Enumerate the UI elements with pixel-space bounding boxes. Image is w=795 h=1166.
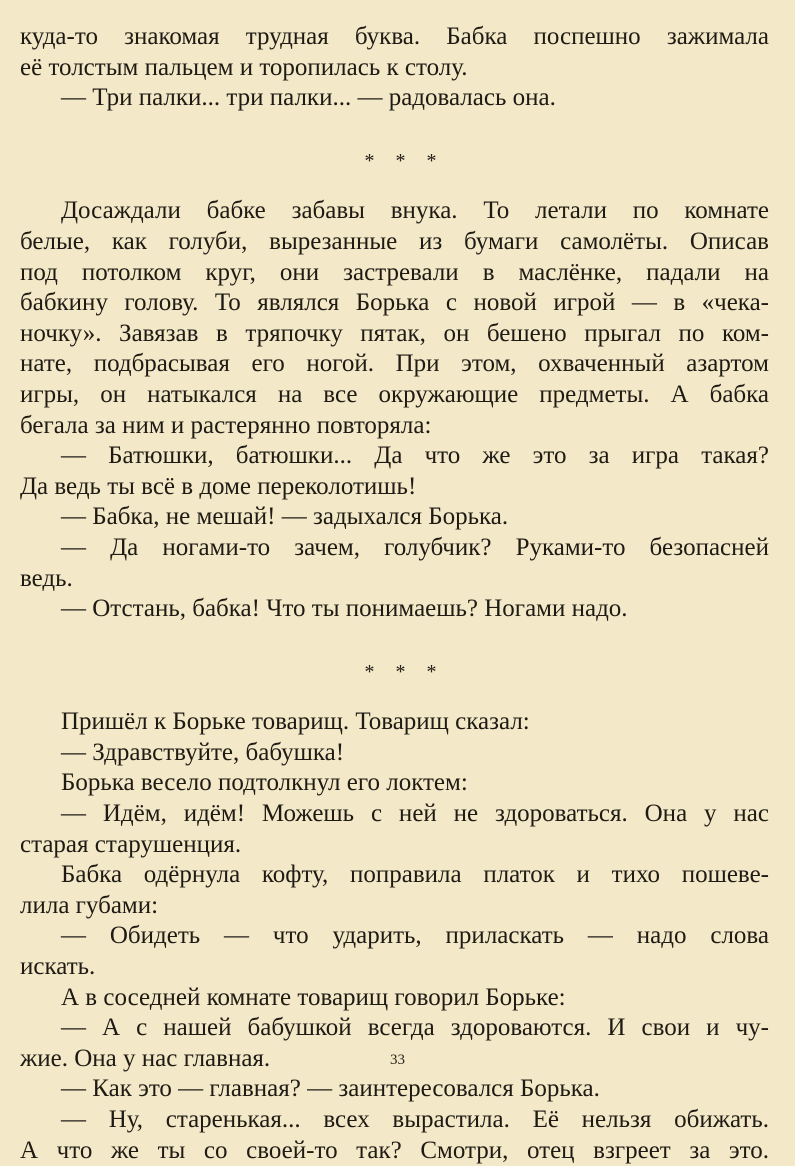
- text-line: под потолком круг, они застревали в маслёнке, падали на: [20, 258, 769, 286]
- text-line: ночку». Завязав в тряпочку пятак, он бешено прыгал по ком-: [20, 319, 769, 347]
- text-line: Досаждали бабке забавы внука. То летали по комнате: [61, 197, 769, 225]
- text-line: белые, как голуби, вырезанные из бумаги самолёты. Описав: [20, 227, 769, 255]
- section-separator: * * *: [364, 149, 445, 172]
- text-line: лила губами:: [20, 891, 159, 919]
- text-line: Пришёл к Борьке товарищ. Товарищ сказал:: [61, 708, 530, 736]
- text-line: её толстым пальцем и торопилась к столу.: [20, 53, 468, 81]
- text-line: искать.: [20, 953, 96, 981]
- text-line: А в соседней комнате товарищ говорил Борьке:: [61, 983, 566, 1011]
- text-line: — Как это — главная? — заинтересовался Борька.: [61, 1075, 600, 1103]
- text-line: — Идём, идём! Можешь с ней не здороваться. Она у нас: [61, 800, 769, 828]
- text-line: Бабка одёрнула кофту, поправила платок и тихо пошеве-: [61, 861, 769, 889]
- text-line: — А с нашей бабушкой всегда здороваются. И свои и чу-: [61, 1014, 769, 1042]
- text-line: — Батюшки, батюшки... Да что же это за игра такая?: [61, 442, 769, 470]
- text-line: куда-то знакомая трудная буква. Бабка поспешно зажимала: [20, 23, 769, 50]
- text-line: — Бабка, не мешай! — задыхался Борька.: [61, 503, 509, 531]
- page-number: 33: [390, 1052, 405, 1068]
- text-line: старая старушенция.: [20, 830, 242, 858]
- text-line: ведь.: [20, 564, 73, 592]
- text-line: — Три палки... три палки... — радовалась она.: [61, 84, 556, 112]
- text-line: бегала за ним и растерянно повторяла:: [20, 411, 432, 439]
- text-line: Да ведь ты всё в доме переколотишь!: [20, 472, 417, 500]
- text-line: — Да ногами-то зачем, голубчик? Руками-то безопасней: [61, 533, 769, 561]
- text-line: нате, подбрасывая его ногой. При этом, охваченный азартом: [20, 350, 769, 378]
- text-line: — Здравствуйте, бабушка!: [61, 738, 345, 766]
- text-line: жие. Она у нас главная.: [20, 1044, 271, 1072]
- text-line: — Обидеть — что ударить, приласкать — надо слова: [61, 922, 769, 950]
- text-line: Борька весело подтолкнул его локтем:: [61, 769, 468, 797]
- text-line: бабкину голову. То являлся Борька с новой игрой — в «чека-: [20, 289, 769, 317]
- text-line: — Отстань, бабка! Что ты понимаешь? Ногами надо.: [61, 595, 628, 623]
- text-line: игры, он натыкался на все окружающие предметы. А бабка: [20, 380, 769, 408]
- text-line: — Ну, старенькая... всех вырастила. Её нельзя обижать.: [61, 1106, 769, 1133]
- section-separator: * * *: [364, 660, 445, 683]
- text-line: А что же ты со своей-то так? Смотри, отец взгреет за это.: [20, 1136, 769, 1164]
